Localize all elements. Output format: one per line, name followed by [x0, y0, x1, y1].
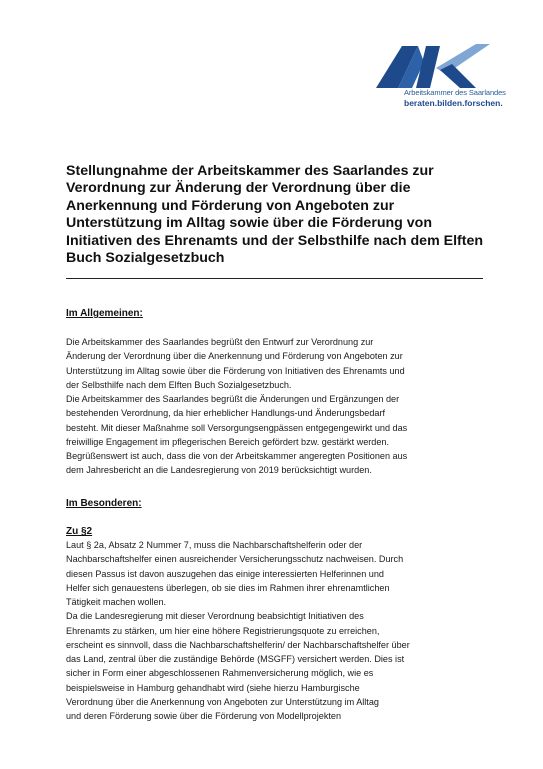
- paragraph-general: [66, 335, 486, 478]
- text-line: erscheint es sinnvoll, dass die Nachbarschaftshelferin/ der Nachbarschaftshelfer über: [66, 639, 410, 650]
- text-line: beispielsweise in Hamburg gehandhabt wird (siehe hierzu Hamburgische: [66, 682, 360, 693]
- logo-slogan: beraten.bilden.forschen.: [404, 98, 503, 108]
- text-line: Nachbarschaftshelfer einen ausreichender Versicherungsschutz nachweisen. Durch: [66, 554, 404, 565]
- text-line: der Selbsthilfe nach dem Elften Buch Sozialgesetzbuch.: [66, 379, 292, 390]
- subsection-heading-paragraph-2: Zu §2: [66, 526, 93, 537]
- text-line: Begrüßenswert ist auch, dass die von der Arbeitskammer angeregten Positionen aus: [66, 451, 408, 461]
- text-line: Laut § 2a, Absatz 2 Nummer 7, muss die Nachbarschaftshelferin oder der: [66, 540, 363, 550]
- section-heading-particular: Im Besonderen:: [66, 498, 142, 509]
- ak-logo-mark-icon: [368, 40, 528, 90]
- text-line: besteht. Mit dieser Maßnahme soll Versorgungsengpässen entgegengewirkt und das: [66, 422, 408, 433]
- text-line: Ehrenamts zu stärken, um hier eine höhere Registrierungsquote zu erreichen,: [66, 625, 380, 636]
- text-line: Unterstützung im Alltag sowie über die Förderung von Initiativen des Ehrenamts und: [66, 365, 405, 376]
- section-heading-general: Im Allgemeinen:: [66, 308, 143, 319]
- logo-organization-name: Arbeitskammer des Saarlandes: [404, 88, 506, 97]
- text-line: sicher in Form einer abgeschlossenen Rahmenversicherung möglich, wie es: [66, 668, 374, 679]
- text-line: Verordnung über die Anerkennung von Angeboten zur Unterstützung im Alltag: [66, 696, 379, 707]
- text-line: freiwillige Engagement im pflegerischen Bereich gefördert bzw. gestärkt werden.: [66, 436, 389, 447]
- text-line: Die Arbeitskammer des Saarlandes begrüßt die Änderungen und Ergänzungen der: [66, 394, 400, 404]
- document-title: Stellungnahme der Arbeitskammer des Saarlandes zur Verordnung zur Änderung der Verordnung über die Anerkennung und Förderung von Angeboten zur Unterstützung im Alltag sowie über die Förderung von Initiativen des Ehrenamts und der Selbsthilfe nach dem Elften Buch Sozialgesetzbuch: [66, 163, 484, 267]
- title-divider: [66, 278, 483, 279]
- text-line: Tätigkeit machen wollen.: [66, 597, 167, 607]
- text-line: diesen Passus ist davon auszugehen das einige interessierten Helferinnen und: [66, 568, 384, 579]
- text-line: Da die Landesregierung mit dieser Verordnung beabsichtigt Initiativen des: [66, 611, 364, 622]
- ak-logo: [368, 40, 528, 115]
- text-line: bestehenden Verordnung, da hier erheblicher Handlungs-und Änderungsbedarf: [66, 408, 386, 419]
- text-line: dem Jahresbericht an die Landesregierung von 2019 berücksichtigt wurden.: [66, 465, 372, 476]
- text-line: das Land, zentral über die zuständige Behörde (MSGFF) versichert werden. Dies ist: [66, 654, 405, 664]
- text-line: Helfer sich genauestens überlegen, ob sie dies im Rahmen ihrer ehrenamtlichen: [66, 582, 390, 593]
- text-line: Änderung der Verordnung über die Anerkennung und Förderung von Angeboten zur: [66, 351, 403, 362]
- text-line: und deren Förderung sowie über die Förderung von Modellprojekten: [66, 711, 342, 721]
- text-line: Die Arbeitskammer des Saarlandes begrüßt den Entwurf zur Verordnung zur: [66, 337, 374, 347]
- paragraph-particular: [66, 538, 486, 723]
